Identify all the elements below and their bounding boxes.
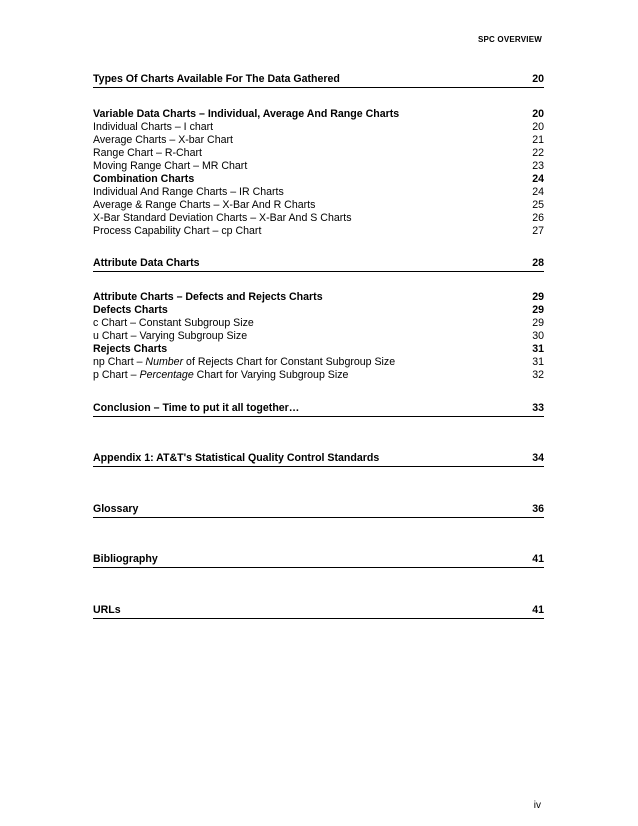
toc-entry[interactable] xyxy=(93,211,544,225)
toc-entry[interactable] xyxy=(93,401,544,417)
toc-entry-title: Combination Charts xyxy=(93,173,195,185)
page-number: iv xyxy=(533,800,541,811)
toc-entry[interactable] xyxy=(93,368,544,382)
toc-entry-title: Range Chart – R-Chart xyxy=(93,147,202,159)
toc-entry-title: Glossary xyxy=(93,503,139,515)
toc-entry-page: 33 xyxy=(532,402,544,414)
toc-entry-page: 24 xyxy=(532,173,544,185)
toc-entry-page: 41 xyxy=(532,604,544,616)
toc-entry[interactable] xyxy=(93,316,544,330)
toc-entry-page: 29 xyxy=(532,317,544,329)
toc-entry-page: 20 xyxy=(532,108,544,120)
toc-entry-title: Attribute Data Charts xyxy=(93,257,200,269)
toc-entry[interactable] xyxy=(93,120,544,134)
toc-entry[interactable] xyxy=(93,329,544,343)
toc-entry[interactable] xyxy=(93,603,544,619)
page-header: SPC OVERVIEW xyxy=(477,35,542,44)
toc-entry-title: u Chart – Varying Subgroup Size xyxy=(93,330,248,342)
toc-entry[interactable] xyxy=(93,451,544,467)
toc-entry-page: 26 xyxy=(532,212,544,224)
toc-entry-title-part: np Chart – xyxy=(93,356,146,368)
toc-entry[interactable] xyxy=(93,290,544,304)
toc-entry[interactable] xyxy=(93,146,544,160)
toc-entry-title-part: Chart for Varying Subgroup Size xyxy=(193,369,349,381)
toc-entry-page: 41 xyxy=(532,553,544,565)
toc-entry[interactable] xyxy=(93,224,544,238)
toc-entry-page: 29 xyxy=(532,291,544,303)
toc-entry-page: 25 xyxy=(532,199,544,211)
toc-entry-title: Types Of Charts Available For The Data Gathered xyxy=(93,73,340,85)
toc-entry-title-part: p Chart – xyxy=(93,369,140,381)
toc-entry-title: Process Capability Chart – cp Chart xyxy=(93,225,262,237)
toc-entry-title: Individual And Range Charts – IR Charts xyxy=(93,186,284,198)
toc-entry[interactable] xyxy=(93,502,544,518)
toc-entry-page: 34 xyxy=(532,452,544,464)
toc-entry-page: 27 xyxy=(532,225,544,237)
toc-entry[interactable] xyxy=(93,107,544,121)
toc-entry-page: 36 xyxy=(532,503,544,515)
toc-entry-page: 28 xyxy=(532,257,544,269)
toc-entry[interactable] xyxy=(93,355,544,369)
toc-entry-page: 31 xyxy=(532,356,544,368)
toc-entry[interactable] xyxy=(93,159,544,173)
toc-entry[interactable] xyxy=(93,256,544,272)
toc-entry-title: Average Charts – X-bar Chart xyxy=(93,134,233,146)
toc-entry-page: 21 xyxy=(532,134,544,146)
toc-entry-page: 29 xyxy=(532,304,544,316)
toc-entry-page: 23 xyxy=(532,160,544,172)
toc-entry[interactable] xyxy=(93,303,544,317)
toc-entry-page: 20 xyxy=(532,73,544,85)
toc-entry[interactable] xyxy=(93,198,544,212)
toc-entry[interactable] xyxy=(93,133,544,147)
toc-entry-title: Defects Charts xyxy=(93,304,168,316)
toc-entry[interactable] xyxy=(93,552,544,568)
toc-entry-page: 22 xyxy=(532,147,544,159)
toc-entry-title: Bibliography xyxy=(93,553,158,565)
toc-entry-title: Variable Data Charts – Individual, Average And Range Charts xyxy=(93,108,400,120)
toc-entry-title-emphasis: Percentage xyxy=(139,369,194,381)
toc-entry-title: Average & Range Charts – X-Bar And R Charts xyxy=(93,199,316,211)
toc-entry[interactable] xyxy=(93,185,544,199)
toc-entry-page: 32 xyxy=(532,369,544,381)
toc-entry-page: 31 xyxy=(532,343,544,355)
toc-entry-title: Attribute Charts – Defects and Rejects Charts xyxy=(93,291,323,303)
toc-entry-title-emphasis: Number xyxy=(145,356,184,368)
toc-entry-title: Moving Range Chart – MR Chart xyxy=(93,160,248,172)
toc-entry-title: Individual Charts – I chart xyxy=(93,121,214,133)
toc-entry-title: X-Bar Standard Deviation Charts – X-Bar And S Charts xyxy=(93,212,352,224)
toc-entry-title-part: of Rejects Chart for Constant Subgroup Size xyxy=(183,356,396,368)
toc-entry-title: Appendix 1: AT&T's Statistical Quality Control Standards xyxy=(93,452,380,464)
toc-entry-page: 20 xyxy=(532,121,544,133)
toc-entry-title: c Chart – Constant Subgroup Size xyxy=(93,317,254,329)
toc-entry[interactable] xyxy=(93,172,544,186)
toc-entry[interactable] xyxy=(93,342,544,356)
toc-entry-page: 24 xyxy=(532,186,544,198)
toc-entry[interactable] xyxy=(93,72,544,88)
toc-entry-title: URLs xyxy=(93,604,121,616)
toc-entry-page: 30 xyxy=(532,330,544,342)
toc-entry-title: Rejects Charts xyxy=(93,343,168,355)
toc-entry-title: Conclusion – Time to put it all together… xyxy=(93,402,300,414)
toc-entry-title xyxy=(93,369,348,382)
